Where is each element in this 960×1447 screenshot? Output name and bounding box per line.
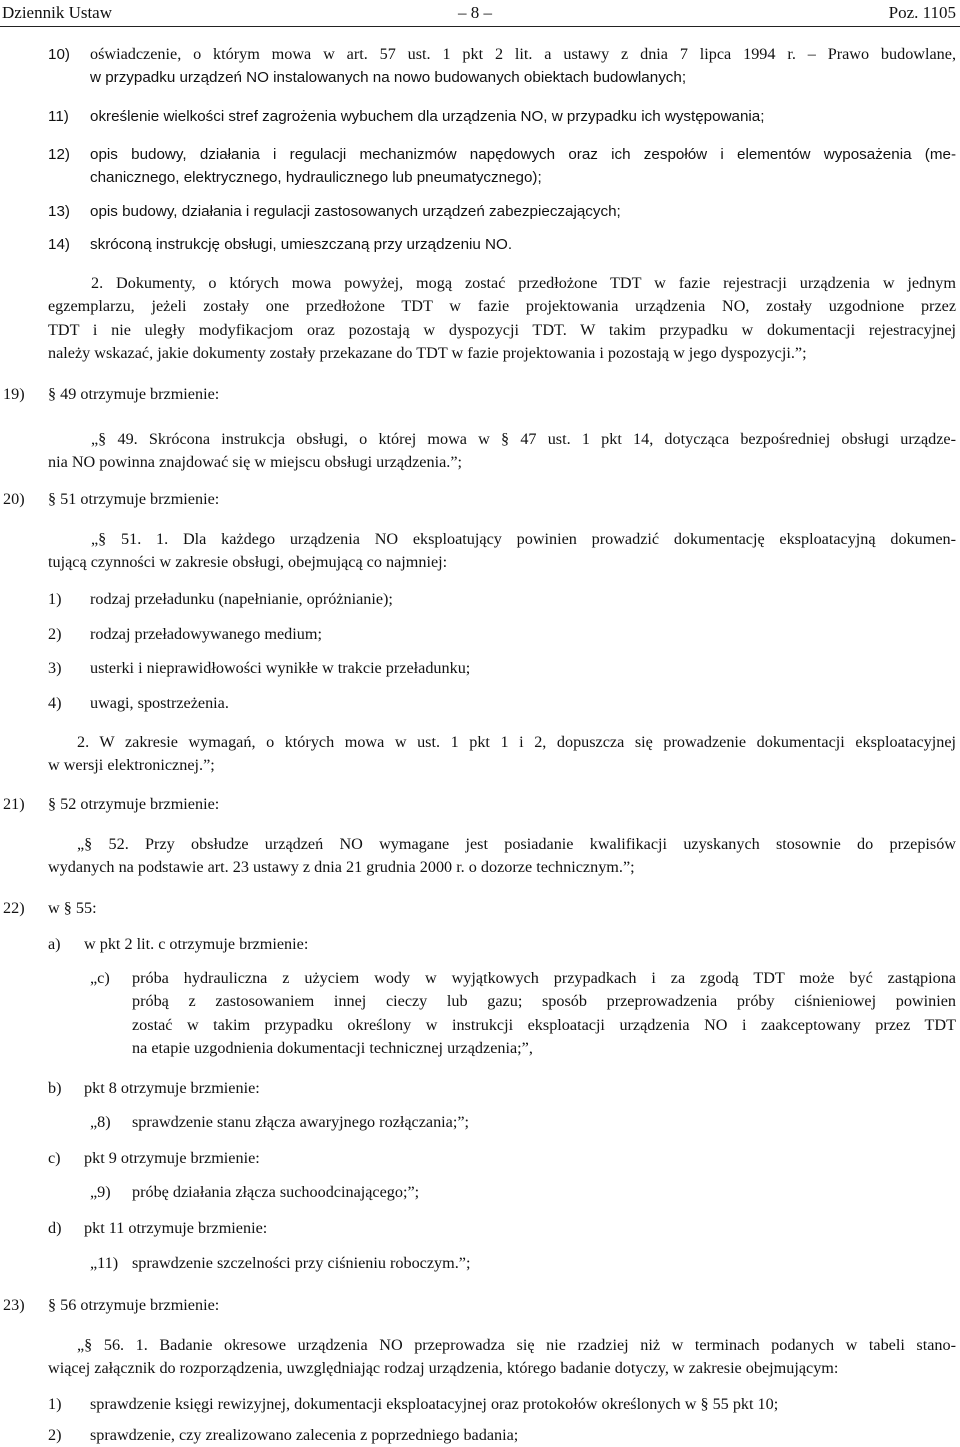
journal-title: Dziennik Ustaw bbox=[2, 3, 113, 22]
line: nia NO powinna znajdować się w miejscu obsługi urządzenia.”; bbox=[48, 453, 462, 472]
item-number: 12) bbox=[48, 146, 70, 163]
paragraph bbox=[48, 272, 956, 366]
letter-item: a) bbox=[48, 935, 61, 953]
item-number: 2) bbox=[48, 625, 62, 643]
item-number: 19) bbox=[3, 385, 25, 403]
item-number: 2) bbox=[48, 1426, 62, 1444]
item-number: 21) bbox=[3, 795, 25, 813]
list-item: skróconą instrukcję obsługi, umieszczaną przy urządzeniu NO. bbox=[90, 236, 513, 253]
item-number: 3) bbox=[48, 659, 62, 677]
list-item: sprawdzenie stanu złącza awaryjnego rozłączania;”; bbox=[132, 1113, 470, 1131]
line: „§ 56. 1. Badanie okresowe urządzenia NO przeprowadza się nie rzadziej niż w terminach podanych w tabeli stano- bbox=[77, 1336, 956, 1354]
paragraph bbox=[48, 428, 956, 475]
line: w przypadku urządzeń NO instalowanych na nowo budowanych obiektach budowlanych; bbox=[90, 69, 687, 87]
page-number: – 8 – bbox=[458, 3, 492, 22]
line: próbą z zastosowaniem innej cieczy lub gazu; sposób przeprowadzenia próby ciśnieniowej powinien bbox=[132, 992, 956, 1011]
amendment-intro: pkt 11 otrzymuje brzmienie: bbox=[84, 1219, 268, 1237]
letter-item: b) bbox=[48, 1079, 62, 1097]
line: na etapie uzgodnienia dokumentacji technicznej urządzenia;”, bbox=[132, 1039, 533, 1058]
paragraph bbox=[132, 967, 956, 1061]
amendment-intro: pkt 9 otrzymuje brzmienie: bbox=[84, 1149, 260, 1167]
position-number: Poz. 1105 bbox=[888, 3, 956, 22]
item-number: 4) bbox=[48, 694, 62, 712]
list-item: sprawdzenie księgi rewizyjnej, dokumentacji eksploatacyjnej oraz protokołów określonych w § 55 pkt 10; bbox=[90, 1395, 779, 1413]
item-number: 13) bbox=[48, 203, 70, 220]
line: opis budowy, działania i regulacji mechanizmów napędowych oraz ich zespołów i elementów wyposażenia (me- bbox=[90, 146, 956, 163]
item-number: 10) bbox=[48, 46, 70, 63]
line: zostać w takim przypadku określony w instrukcji eksploatacji urządzenia NO i zaakceptowany przez TDT bbox=[132, 1015, 956, 1034]
amendment-intro: § 49 otrzymuje brzmienie: bbox=[48, 385, 220, 403]
quote-marker: „9) bbox=[90, 1183, 111, 1201]
page-header bbox=[0, 0, 960, 27]
paragraph bbox=[48, 528, 956, 575]
list-item: rodzaj przeładunku (napełnianie, opróżnianie); bbox=[90, 590, 393, 608]
item-number: 1) bbox=[48, 1395, 62, 1413]
list-item bbox=[90, 43, 956, 90]
line: w wersji elektronicznej.”; bbox=[48, 756, 215, 775]
line: TDT i nie uległy modyfikacjom oraz pozostają w dyspozycji TDT. W takim przypadku w dokumentacji rejestracyjnej bbox=[48, 320, 956, 339]
item-number: 1) bbox=[48, 590, 62, 608]
amendment-intro: § 51 otrzymuje brzmienie: bbox=[48, 490, 220, 508]
line: oświadczenie, o którym mowa w art. 57 ust. 1 pkt 2 lit. a ustawy z dnia 7 lipca 1994 r. – Prawo budowlane, bbox=[90, 45, 956, 63]
line: „§ 52. Przy obsłudze urządzeń NO wymagane jest posiadanie kwalifikacji uzyskanych stosownie do przepisów bbox=[77, 835, 956, 853]
line: 2. Dokumenty, o których mowa powyżej, mogą zostać przedłożone TDT w fazie rejestracji urządzenia w jednym bbox=[91, 274, 956, 292]
line: 2. W zakresie wymagań, o których mowa w ust. 1 pkt 1 i 2, dopuszcza się prowadzenie dokumentacji eksploatacyjnej bbox=[77, 733, 956, 751]
list-item: sprawdzenie, czy zrealizowano zalecenia z poprzedniego badania; bbox=[90, 1426, 519, 1444]
item-number: 14) bbox=[48, 236, 70, 253]
quote-marker: „8) bbox=[90, 1113, 111, 1131]
line: tującą czynności w zakresie obsługi, obejmującą co najmniej: bbox=[48, 553, 448, 572]
quote-marker: „c) bbox=[90, 969, 110, 987]
item-number: 11) bbox=[48, 108, 69, 125]
amendment-intro: w § 55: bbox=[48, 899, 97, 917]
paragraph bbox=[48, 731, 956, 778]
letter-item: d) bbox=[48, 1219, 62, 1237]
line: chanicznego, elektrycznego, hydraulicznego lub pneumatycznego); bbox=[90, 169, 542, 187]
amendment-intro: w pkt 2 lit. c otrzymuje brzmienie: bbox=[84, 935, 309, 953]
item-number: 20) bbox=[3, 490, 25, 508]
list-item: określenie wielkości stref zagrożenia wybuchem dla urządzenia NO, w przypadku ich występowania; bbox=[90, 108, 765, 125]
item-number: 22) bbox=[3, 899, 25, 917]
list-item bbox=[90, 143, 956, 190]
letter-item: c) bbox=[48, 1149, 61, 1167]
line: wydanych na podstawie art. 23 ustawy z dnia 21 grudnia 2000 r. o dozorze technicznym.”; bbox=[48, 858, 635, 877]
list-item: próbę działania złącza suchoodcinającego;”; bbox=[132, 1183, 420, 1201]
amendment-intro: pkt 8 otrzymuje brzmienie: bbox=[84, 1079, 260, 1097]
list-item: sprawdzenie szczelności przy ciśnieniu roboczym.”; bbox=[132, 1254, 471, 1272]
line: „§ 51. 1. Dla każdego urządzenia NO eksploatujący powinien prowadzić dokumentację eksploatacyjną dokumen- bbox=[91, 530, 956, 548]
line: „§ 49. Skrócona instrukcja obsługi, o której mowa w § 47 ust. 1 pkt 14, dotycząca bezpośredniej obsługi urządze- bbox=[91, 430, 956, 448]
amendment-intro: § 52 otrzymuje brzmienie: bbox=[48, 795, 220, 813]
line: należy wskazać, jakie dokumenty zostały przekazane do TDT w fazie projektowania i pozostają w jego dyspozycji.”; bbox=[48, 344, 807, 363]
line: próba hydrauliczna z użyciem wody w wyjątkowych przypadkach i za zgodą TDT może być zastąpiona bbox=[132, 969, 956, 987]
paragraph bbox=[48, 833, 956, 880]
paragraph bbox=[48, 1334, 956, 1381]
list-item: usterki i nieprawidłowości wynikłe w trakcie przeładunku; bbox=[90, 659, 471, 677]
line: egzemplarzu, jeżeli zostały one przedłożone TDT w fazie projektowania urządzenia NO, zostały uzgodnione przez bbox=[48, 297, 956, 316]
list-item: opis budowy, działania i regulacji zastosowanych urządzeń zabezpieczających; bbox=[90, 203, 621, 220]
quote-marker: „11) bbox=[90, 1254, 119, 1272]
list-item: rodzaj przeładowywanego medium; bbox=[90, 625, 322, 643]
item-number: 23) bbox=[3, 1296, 25, 1314]
amendment-intro: § 56 otrzymuje brzmienie: bbox=[48, 1296, 220, 1314]
list-item: uwagi, spostrzeżenia. bbox=[90, 694, 229, 712]
line: wiącej załącznik do rozporządzenia, uwzględniając rodzaj urządzenia, którego badanie dotyczy, w zakresie obejmującym: bbox=[48, 1359, 839, 1378]
